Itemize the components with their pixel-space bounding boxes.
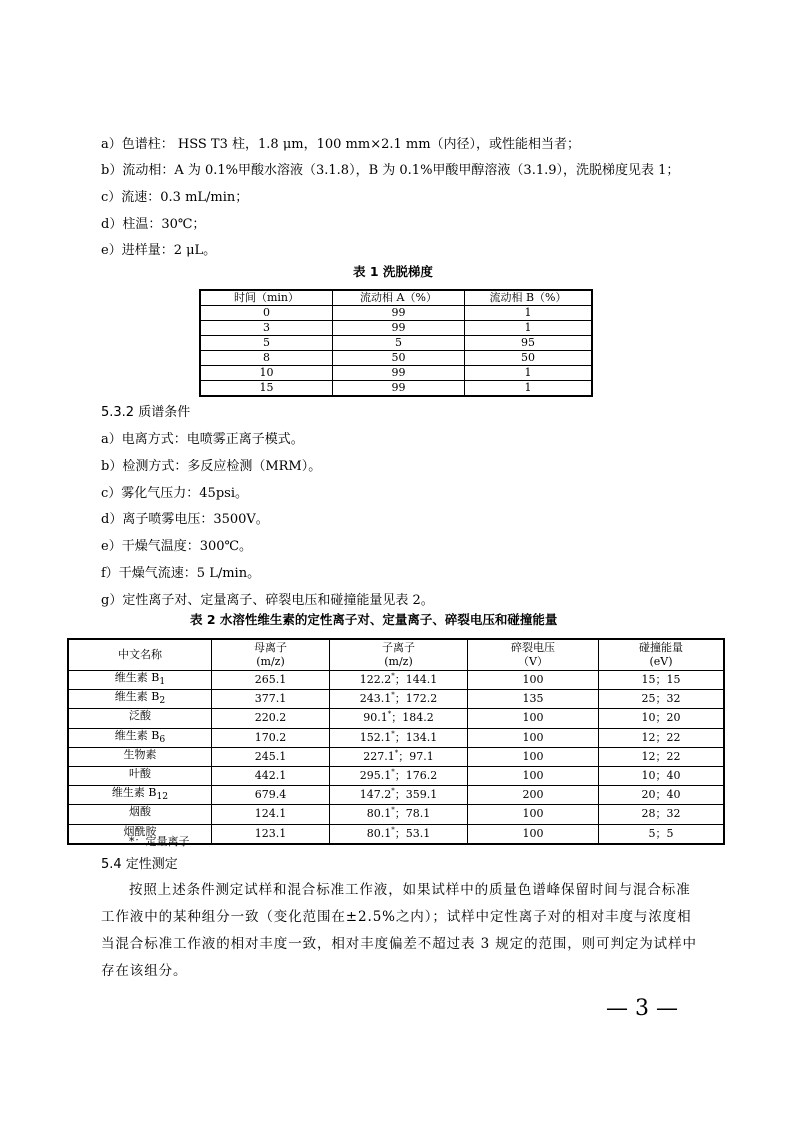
vitamin-ms-table [67,638,725,845]
table-row [200,366,592,381]
table-row [68,690,724,709]
parent-ion: 679.4 [212,786,330,805]
product-ions: 122.2*；144.1 [330,671,468,690]
vitamin-name: 烟酰胺 [68,824,212,844]
table-row [68,709,724,728]
fragment-voltage: 100 [468,805,599,824]
fragment-voltage: 100 [468,766,599,785]
table-row [68,671,724,690]
collision-energy: 12；22 [599,728,725,747]
table-cell: 3 [200,321,333,336]
parent-ion: 442.1 [212,766,330,785]
lc-injection-line: e）进样量：2 μL。 [101,243,217,258]
vitamin-name: 维生素 $B_6$ [68,728,212,747]
table-row [68,728,724,747]
product-ions: 80.1*；53.1 [330,824,468,844]
table1-caption: 表 1 洗脱梯度 [353,264,433,279]
table-cell: 15 [200,381,333,397]
lc-mobile-phase-line: b）流动相：A 为 0.1%甲酸水溶液（3.1.8），B 为 0.1%甲酸甲醇溶液（3.1.9），洗脱梯度见表 1； [101,163,680,178]
parent-ion: 124.1 [212,805,330,824]
fragment-voltage: 100 [468,747,599,766]
product-ions: 147.2*；359.1 [330,786,468,805]
product-ions: 152.1*；134.1 [330,728,468,747]
table-header-cell: 中文名称 [68,639,212,671]
table-cell: 1 [465,306,593,321]
collision-energy: 10；40 [599,766,725,785]
parent-ion: 377.1 [212,690,330,709]
table-cell: 95 [465,336,593,351]
product-ions: 80.1*；78.1 [330,805,468,824]
parent-ion: 220.2 [212,709,330,728]
table-row [200,306,592,321]
ms-item: d）离子喷雾电压：3500V。 [101,512,269,527]
vitamin-name: 维生素 $B_1$ [68,671,212,690]
collision-energy: 15；15 [599,671,725,690]
table-cell: 99 [333,321,465,336]
ms-item: b）检测方式：多反应检测（MRM）。 [101,459,322,474]
gradient-table [199,289,593,397]
parent-ion: 245.1 [212,747,330,766]
vitamin-name: 生物素 [68,747,212,766]
collision-energy: 25；32 [599,690,725,709]
table-header-cell: 时间（min） [200,290,333,306]
product-ions: 243.1*；172.2 [330,690,468,709]
table-cell: 10 [200,366,333,381]
vitamin-name: 维生素 $B_{12}$ [68,786,212,805]
table-cell: 50 [465,351,593,366]
product-ions: 227.1*；97.1 [330,747,468,766]
table-row [68,786,724,805]
table2-footnote: *：定量离子 [129,835,190,848]
ms-section-heading: 5.3.2 质谱条件 [101,405,191,420]
collision-energy: 20；40 [599,786,725,805]
parent-ion: 170.2 [212,728,330,747]
table-row [68,766,724,785]
qualitative-heading: 5.4 定性测定 [101,857,178,872]
product-ions: 295.1*；176.2 [330,766,468,785]
vitamin-name: 维生素 $B_2$ [68,690,212,709]
table-header-cell: 子离子 (m/z) [330,639,468,671]
table-row [68,805,724,824]
parent-ion: 265.1 [212,671,330,690]
table-row [200,351,592,366]
table-row [200,321,592,336]
table-cell: 50 [333,351,465,366]
table-row [200,381,592,397]
fragment-voltage: 135 [468,690,599,709]
vitamin-name: 叶酸 [68,766,212,785]
ms-item: c）雾化气压力：45psi。 [101,486,248,501]
table-header-row [200,290,592,306]
qualitative-paragraph: 按照上述条件测定试样和混合标准工作液，如果试样中的质量色谱峰保留时间与混合标准工作液中的某种组分一致（变化范围在±2.5%之内）；试样中定性离子对的相对丰度与浓度相当混合标准工作液的相对丰度一致，相对丰度偏差不超过表 3 规定的范围，则可判定为试样中存在该组分。 [101,882,697,979]
collision-energy: 5；5 [599,824,725,844]
table-header-row [68,639,724,671]
ms-item: a）电离方式：电喷雾正离子模式。 [101,432,304,447]
table-cell: 1 [465,321,593,336]
ms-item: f）干燥气流速：5 L/min。 [101,566,261,581]
fragment-voltage: 100 [468,728,599,747]
vitamin-name: 烟酸 [68,805,212,824]
parent-ion: 123.1 [212,824,330,844]
table-row [200,336,592,351]
ms-item: g）定性离子对、定量离子、碎裂电压和碰撞能量见表 2。 [101,593,434,608]
ms-item: e）干燥气温度：300℃。 [101,539,253,554]
table-row [68,747,724,766]
table-cell: 0 [200,306,333,321]
table-header-cell: 流动相 B（%） [465,290,593,306]
collision-energy: 10；20 [599,709,725,728]
table-cell: 1 [465,381,593,397]
fragment-voltage: 100 [468,671,599,690]
table-cell: 99 [333,381,465,397]
vitamin-name: 泛酸 [68,709,212,728]
product-ions: 90.1*；184.2 [330,709,468,728]
table-header-cell: 流动相 A（%） [333,290,465,306]
lc-column-temp-line: d）柱温：30℃； [101,217,206,232]
table2-caption: 表 2 水溶性维生素的定性离子对、定量离子、碎裂电压和碰撞能量 [190,612,558,627]
fragment-voltage: 200 [468,786,599,805]
table-cell: 99 [333,306,465,321]
table-header-cell: 碰撞能量 (eV) [599,639,725,671]
table-cell: 8 [200,351,333,366]
lc-flow-rate-line: c）流速：0.3 mL/min； [101,190,249,205]
lc-column-line: a）色谱柱： HSS T3 柱，1.8 μm，100 mm×2.1 mm（内径），或性能相当者； [101,137,581,152]
table-cell: 99 [333,366,465,381]
table-cell: 1 [465,366,593,381]
table-cell: 5 [333,336,465,351]
page-number: — 3 — [606,996,678,1021]
collision-energy: 28；32 [599,805,725,824]
fragment-voltage: 100 [468,824,599,844]
collision-energy: 12；22 [599,747,725,766]
table-header-cell: 母离子 (m/z) [212,639,330,671]
fragment-voltage: 100 [468,709,599,728]
table-cell: 5 [200,336,333,351]
table-header-cell: 碎裂电压 （V） [468,639,599,671]
